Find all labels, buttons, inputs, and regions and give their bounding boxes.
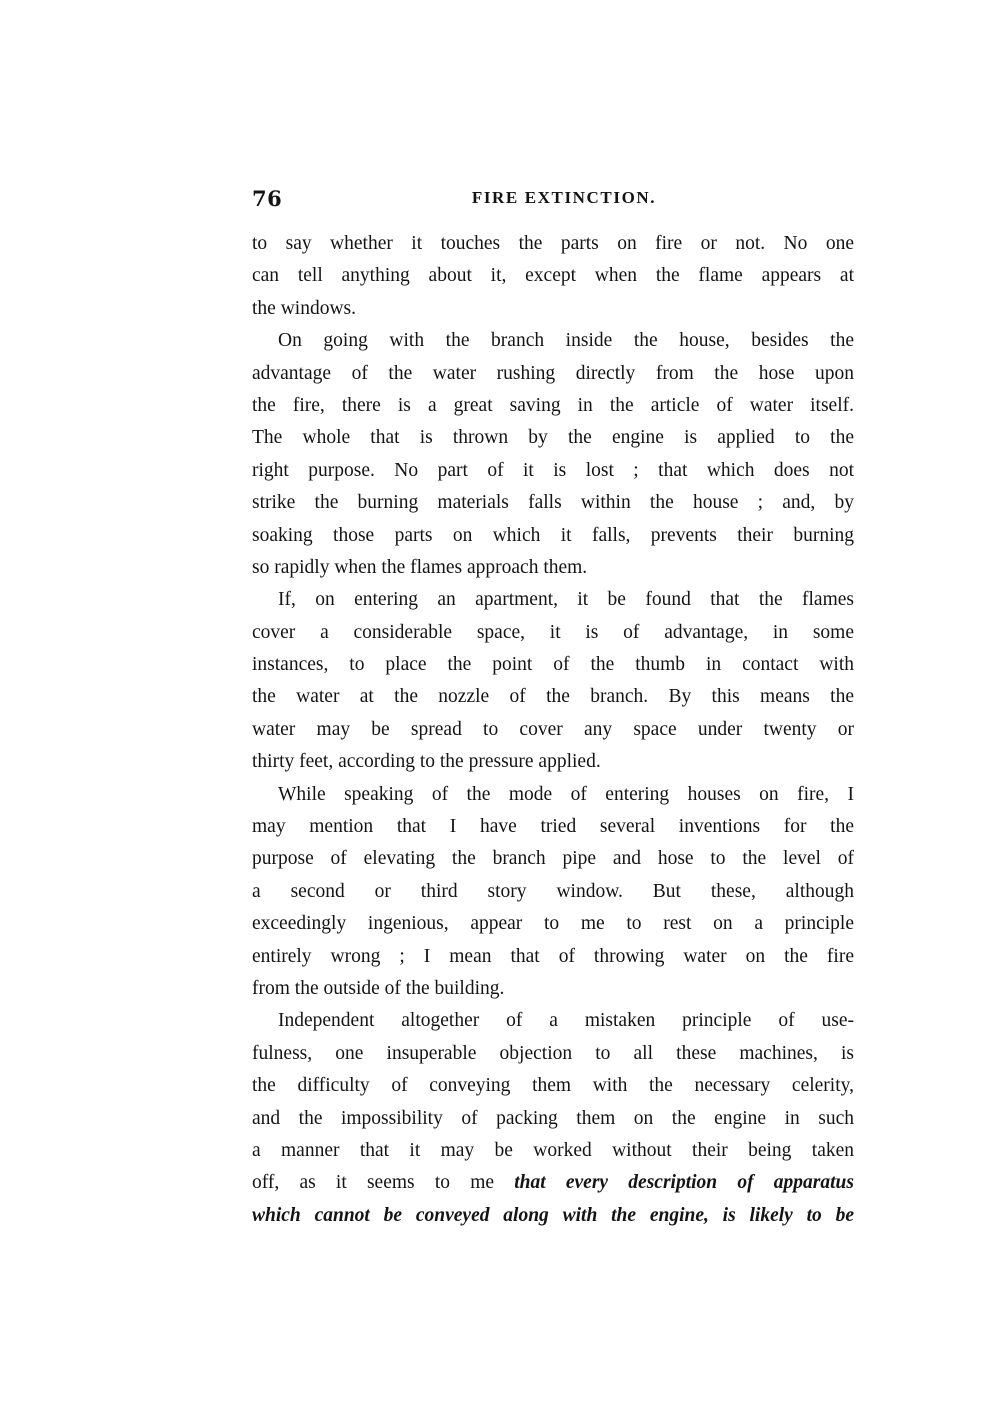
roman-text: off, as it seems to me	[252, 1172, 515, 1194]
text-line: strike the burning materials falls within the house ; and, by	[252, 492, 854, 514]
text-line: the difficulty of conveying them with the necessary celerity,	[252, 1075, 854, 1097]
text-line: and the impossibility of packing them on the engine in such	[252, 1107, 854, 1129]
text-line: fulness, one insuperable objection to all these machines, is	[252, 1042, 854, 1064]
text-line: instances, to place the point of the thumb in contact with	[252, 654, 854, 676]
text-line: so rapidly when the flames approach them.	[252, 556, 588, 578]
chapter-title: FIRE EXTINCTION.	[471, 188, 657, 207]
text-line: water may be spread to cover any space under twenty or	[252, 718, 854, 740]
text-line: a manner that it may be worked without their being taken	[252, 1139, 854, 1161]
text-line: entirely wrong ; I mean that of throwing water on the fire	[252, 945, 854, 967]
text-line: exceedingly ingenious, appear to me to rest on a principle	[252, 913, 854, 935]
text-line: may mention that I have tried several inventions for the	[252, 816, 854, 838]
paragraph-2	[252, 325, 854, 584]
text-line: If, on entering an apartment, it be found that the flames	[278, 589, 854, 611]
text-line: the water at the nozzle of the branch. By this means the	[252, 686, 854, 708]
text-line: advantage of the water rushing directly from the hose upon	[252, 362, 854, 384]
text-line: right purpose. No part of it is lost ; that which does not	[252, 459, 854, 481]
body-text	[252, 228, 854, 1232]
text-line-mixed	[252, 1167, 854, 1199]
text-line: thirty feet, according to the pressure applied.	[252, 751, 601, 773]
text-line: On going with the branch inside the house, besides the	[278, 330, 854, 352]
text-line: to say whether it touches the parts on fire or not. No one	[252, 233, 854, 254]
italic-text-line: which cannot be conveyed along with the engine, is likely to be	[252, 1204, 854, 1226]
text-line: a second or third story window. But these, although	[252, 880, 854, 902]
text-line: the fire, there is a great saving in the article of water itself.	[252, 394, 854, 416]
paragraph-3	[252, 584, 854, 778]
paragraph-4	[252, 779, 854, 1006]
text-line: the windows.	[252, 297, 356, 319]
running-head	[252, 186, 854, 214]
text-line: purpose of elevating the branch pipe and hose to the level of	[252, 848, 854, 870]
text-line: cover a considerable space, it is of advantage, in some	[252, 621, 854, 643]
text-line: Independent altogether of a mistaken principle of use-	[278, 1010, 854, 1032]
paragraph-1	[252, 228, 854, 325]
page-number: 76	[252, 186, 283, 211]
text-line: While speaking of the mode of entering houses on fire, I	[278, 783, 854, 805]
italic-text: that every description of apparatus	[514, 1172, 854, 1194]
paragraph-5	[252, 1005, 854, 1232]
text-line: from the outside of the building.	[252, 977, 505, 999]
text-line: The whole that is thrown by the engine is applied to the	[252, 427, 854, 449]
text-line: can tell anything about it, except when the flame appears at	[252, 265, 854, 287]
text-line: soaking those parts on which it falls, prevents their burning	[252, 524, 854, 546]
